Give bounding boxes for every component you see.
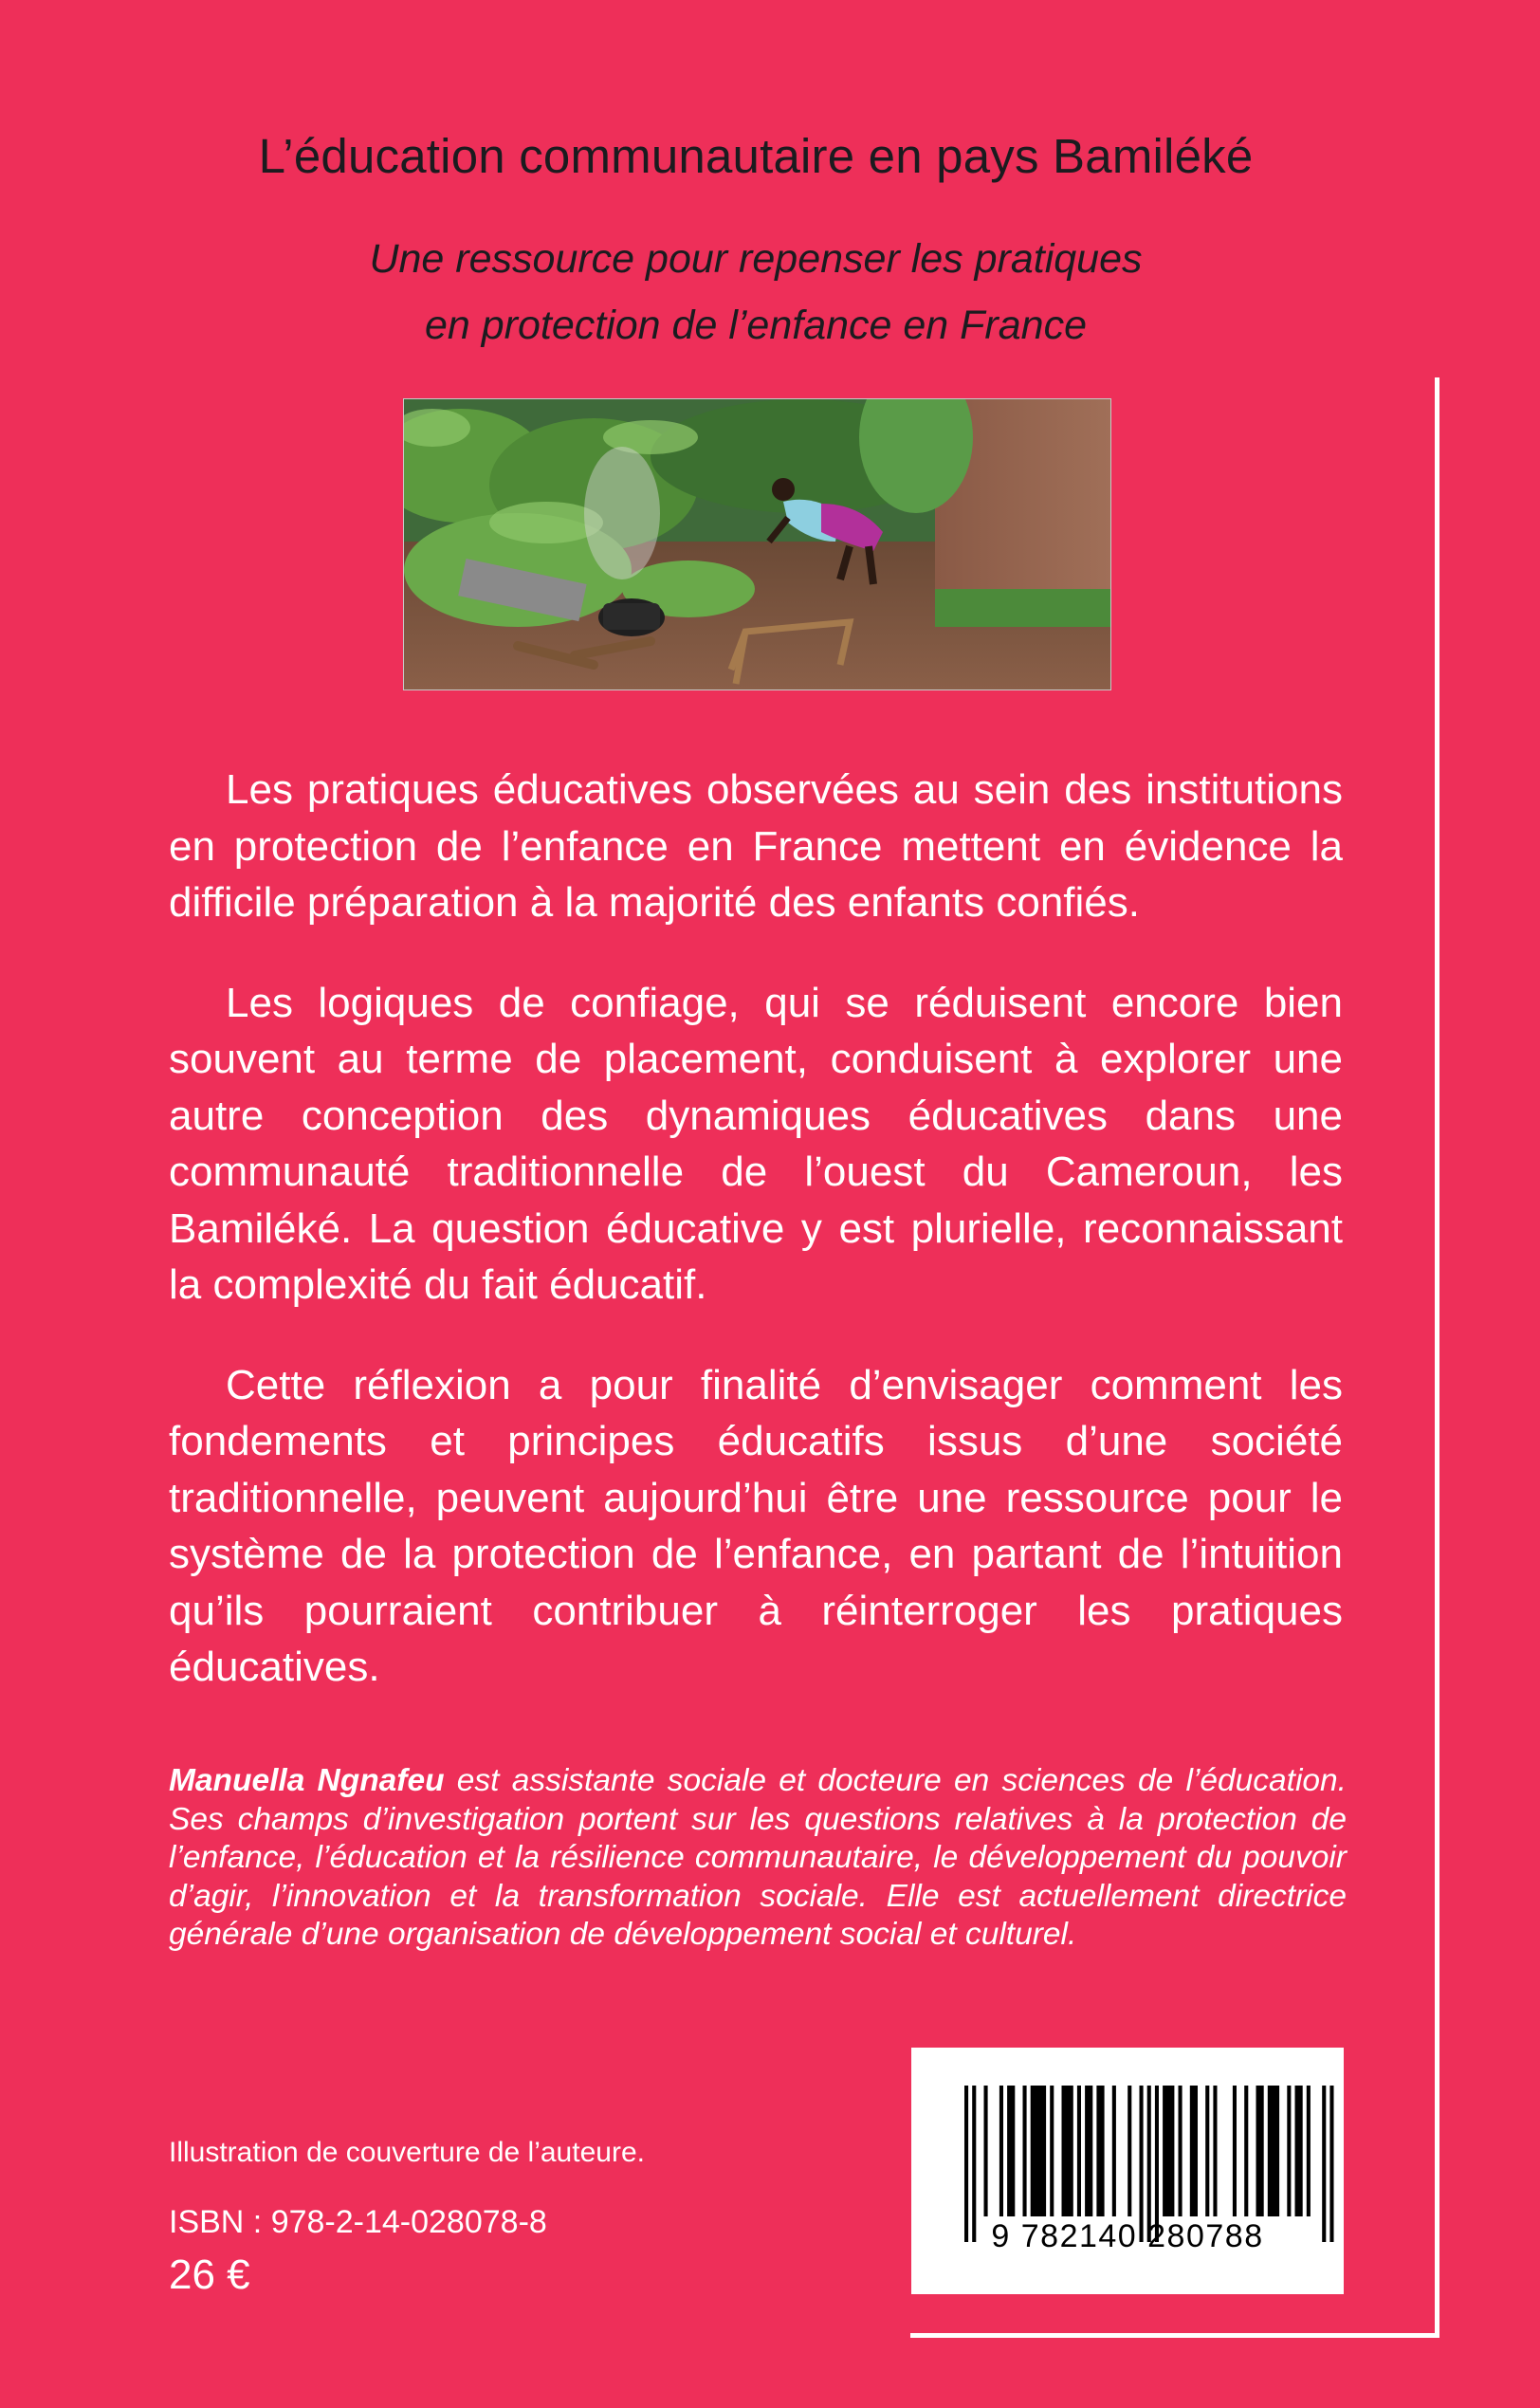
- barcode-bar: [1307, 2086, 1311, 2216]
- frame-line-right: [1435, 377, 1439, 2338]
- book-title: L’éducation communautaire en pays Bamiléké: [258, 129, 1254, 183]
- barcode-bar: [1322, 2086, 1326, 2242]
- blurb-paragraph-2: Les logiques de confiage, qui se réduisent encore bien souvent au terme de placement, conduisent à explorer une autre conception des dynamiques éducatives dans une communauté traditionnelle de l’ouest du Cameroun, les Bamiléké. La question éducative y est plurielle, reconnaissant la complexité du fait éducatif.: [169, 979, 1343, 1308]
- barcode-bar: [1244, 2086, 1248, 2216]
- cover-photo: [403, 398, 1111, 690]
- barcode-bar: [1128, 2086, 1131, 2216]
- barcode-icon: [911, 2048, 1344, 2294]
- blurb-paragraph-1: Les pratiques éducatives observées au sein des institutions en protection de l’enfance en France mettent en évidence la difficile préparation à la majorité des enfants confiés.: [169, 766, 1343, 926]
- barcode-bar: [964, 2086, 968, 2242]
- author-bio-text: est assistante sociale et docteure en sciences de l’éducation. Ses champs d’investigation portent sur les questions relatives à la protection de l’enfance, l’éducation et la résilience communautaire, le développement du pouvoir d’agir, l’innovation et la transformation sociale. Elle est actuellement directrice générale d’une organisation de développement social et culturel.: [169, 1763, 1347, 1952]
- blurb: [169, 762, 1343, 1739]
- blurb-paragraph-3: Cette réflexion a pour finalité d’envisager comment les fondements et principes éducatifs issus d’une société traditionnelle, peuvent aujourd’hui être une ressource pour le système de la protection de l’enfance, en partant de l’intuition qu’ils pourraient contribuer à réinterroger les pratiques éducatives.: [169, 1361, 1343, 1690]
- barcode-bar: [1256, 2086, 1264, 2216]
- barcode-bar: [1096, 2086, 1104, 2216]
- barcode-bar: [999, 2086, 1003, 2216]
- barcode: [911, 2048, 1344, 2294]
- barcode-bar: [1031, 2086, 1046, 2216]
- barcode-bar: [1085, 2086, 1092, 2216]
- barcode-bar: [1163, 2086, 1174, 2216]
- barcode-bar: [1112, 2086, 1116, 2216]
- barcode-bar: [1205, 2086, 1209, 2216]
- barcode-bar: [972, 2086, 976, 2242]
- barcode-bar: [1050, 2086, 1054, 2216]
- frame-line-bottom: [910, 2333, 1439, 2338]
- barcode-bar: [1233, 2086, 1237, 2216]
- illustration-credit: Illustration de couverture de l’auteure.: [169, 2137, 645, 2168]
- subtitle-line-1: Une ressource pour repenser les pratiques: [369, 236, 1143, 282]
- barcode-bar: [1179, 2086, 1182, 2216]
- barcode-digits: 9 782140 280788: [991, 2218, 1264, 2254]
- author-bio: [169, 1762, 1347, 1955]
- subtitle-line-2: en protection de l’enfance en France: [424, 303, 1087, 348]
- barcode-bar: [1295, 2086, 1303, 2216]
- barcode-bar: [1213, 2086, 1217, 2216]
- barcode-bar: [1287, 2086, 1291, 2216]
- barcode-bar: [1007, 2086, 1015, 2216]
- barcode-bar: [1190, 2086, 1198, 2216]
- barcode-bar: [984, 2086, 988, 2216]
- barcode-bar: [1077, 2086, 1081, 2216]
- photo-child-cooking-icon: [404, 399, 1110, 689]
- price: 26 €: [169, 2252, 250, 2298]
- barcode-bar: [1268, 2086, 1279, 2216]
- isbn: ISBN : 978-2-14-028078-8: [169, 2204, 547, 2240]
- barcode-bar: [1329, 2086, 1333, 2242]
- barcode-bar: [1023, 2086, 1027, 2216]
- book-subtitle: [0, 226, 1512, 358]
- author-name: Manuella Ngnafeu: [169, 1763, 445, 1798]
- barcode-bar: [1062, 2086, 1073, 2216]
